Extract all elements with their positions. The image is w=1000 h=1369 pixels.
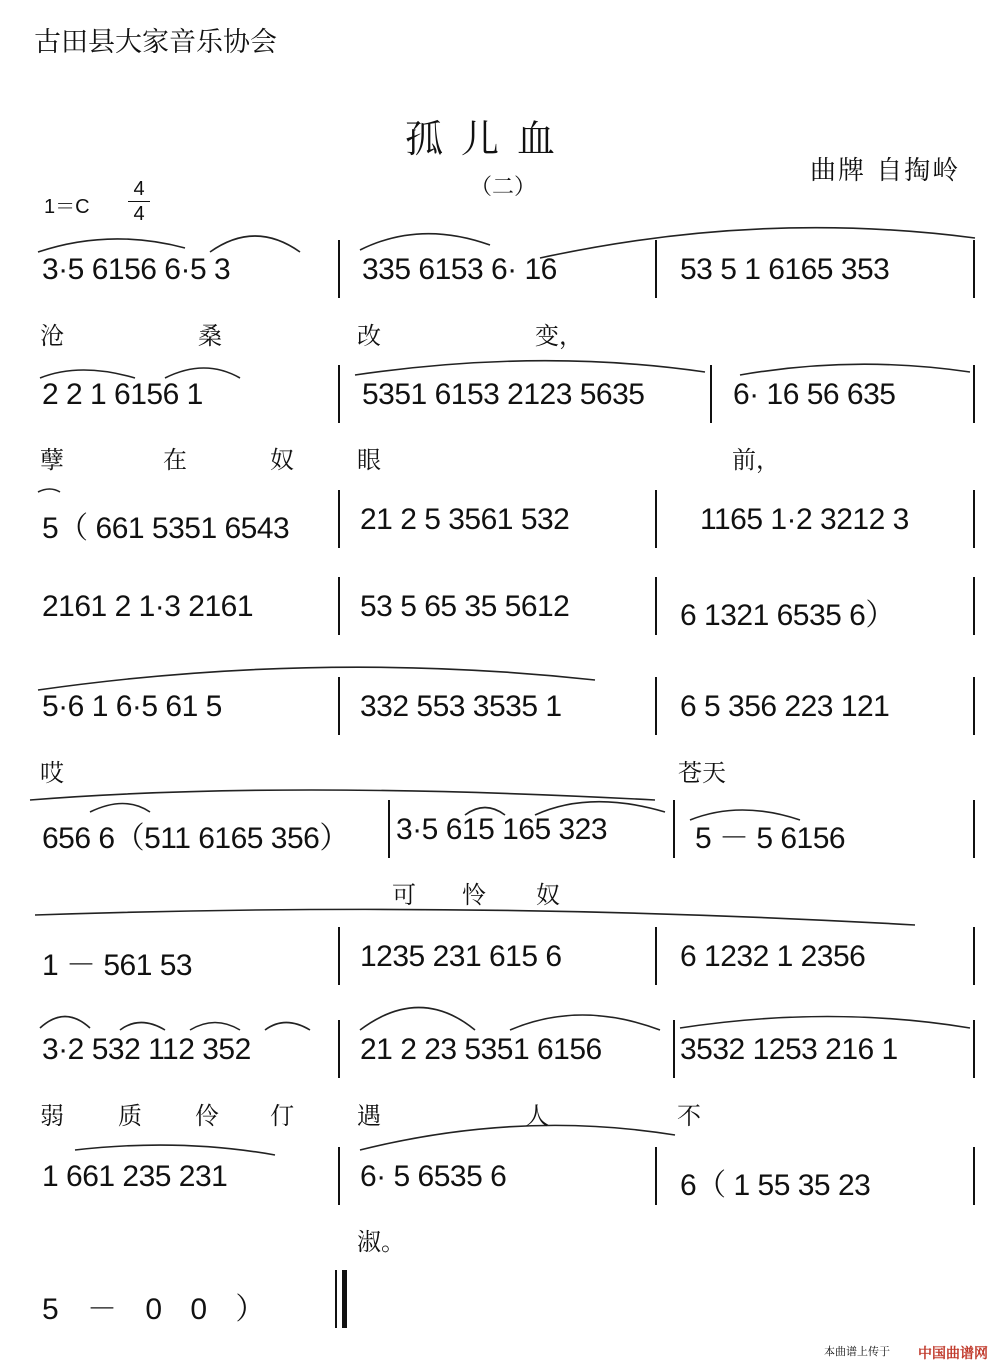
organization-name: 古田县大家音乐协会 xyxy=(34,27,277,58)
lyric: 不 xyxy=(677,1102,701,1130)
measure: 53 5 1 6165 353 xyxy=(680,253,890,286)
measure: 3·5 6156 6·5 3 xyxy=(42,253,231,286)
barline xyxy=(973,677,975,735)
barline xyxy=(338,240,340,298)
time-signature-top: 4 xyxy=(133,178,145,200)
key-signature: 1＝C xyxy=(44,196,90,218)
upload-note: 本曲谱上传于 xyxy=(824,1345,890,1358)
lyric: 苍天 xyxy=(678,759,726,787)
measure: 332 553 3535 1 xyxy=(360,690,562,723)
measure: 5（ 661 5351 6543 xyxy=(42,512,290,545)
lyric: 质 xyxy=(118,1102,142,1130)
measure: 6 1232 1 2356 xyxy=(680,940,866,973)
slur xyxy=(38,667,595,690)
barline xyxy=(338,577,340,635)
barline xyxy=(673,1020,675,1078)
song-title: 孤儿血 xyxy=(405,117,574,161)
measure: 53 5 65 35 5612 xyxy=(360,590,570,623)
slur xyxy=(265,1023,310,1031)
measure: 5 － 0 0 ） xyxy=(42,1293,276,1326)
slur xyxy=(120,1023,165,1031)
measure: 1235 231 615 6 xyxy=(360,940,562,973)
slur xyxy=(510,1015,660,1030)
barline xyxy=(338,927,340,985)
lyric: 可 xyxy=(392,881,416,909)
lyric: 前， xyxy=(732,446,780,474)
lyric: 遇 xyxy=(357,1102,381,1130)
measure: 1 － 561 53 xyxy=(42,949,193,982)
measure: 3·5 615 165 323 xyxy=(396,813,608,846)
measure: 5351 6153 2123 5635 xyxy=(362,378,645,411)
lyric: 哎 xyxy=(40,759,64,787)
barline xyxy=(338,365,340,423)
lyric: 奴 xyxy=(536,881,560,909)
time-signature xyxy=(128,178,150,225)
lyric: 仃 xyxy=(270,1102,294,1130)
slur xyxy=(355,361,705,375)
final-barline-thin xyxy=(335,1270,337,1328)
measure: 3·2 532 112 352 xyxy=(42,1033,251,1066)
lyric: 怜 xyxy=(462,881,486,909)
barline xyxy=(388,800,390,858)
barline xyxy=(338,677,340,735)
slur xyxy=(360,1125,675,1150)
slur xyxy=(190,1023,240,1031)
lyric: 变， xyxy=(535,322,583,350)
slur xyxy=(38,239,185,252)
slur xyxy=(40,1017,90,1029)
lyric: 沧 xyxy=(40,322,64,350)
barline xyxy=(655,677,657,735)
measure: 6 1321 6535 6） xyxy=(680,599,895,632)
measure: 335 6153 6· 16 xyxy=(362,253,557,286)
time-signature-line xyxy=(128,201,150,202)
tune-info: 曲牌 自掏岭 xyxy=(810,156,961,186)
slur xyxy=(30,790,655,800)
slur xyxy=(35,909,915,925)
measure: 21 2 5 3561 532 xyxy=(360,503,570,536)
lyric: 在 xyxy=(163,446,187,474)
barline xyxy=(338,490,340,548)
measure: 6 5 356 223 121 xyxy=(680,690,890,723)
barline xyxy=(973,1020,975,1078)
final-barline-thick xyxy=(342,1270,347,1328)
slur xyxy=(740,364,970,375)
song-subtitle: （二） xyxy=(470,175,537,200)
lyric: 改 xyxy=(357,322,381,350)
barline xyxy=(973,490,975,548)
barline xyxy=(338,1147,340,1205)
measure: 21 2 23 5351 6156 xyxy=(360,1033,602,1066)
barline xyxy=(673,800,675,858)
barline xyxy=(655,577,657,635)
barline xyxy=(710,365,712,423)
lyric: 奴 xyxy=(270,446,294,474)
lyric: 弱 xyxy=(40,1102,64,1130)
slur xyxy=(360,1008,475,1031)
slur xyxy=(75,1145,275,1155)
slur xyxy=(165,368,240,378)
slur xyxy=(38,489,60,492)
lyric: 孽 xyxy=(40,446,64,474)
measure: 3532 1253 216 1 xyxy=(680,1033,898,1066)
slur xyxy=(40,370,135,378)
lyric: 淑。 xyxy=(357,1228,405,1256)
measure: 6（ 1 55 35 23 xyxy=(680,1169,871,1202)
measure: 656 6（511 6165 356） xyxy=(42,822,349,855)
lyric: 眼 xyxy=(357,446,381,474)
barline xyxy=(655,240,657,298)
lyric: 人 xyxy=(525,1102,549,1130)
slur xyxy=(90,804,150,813)
slur xyxy=(360,234,490,250)
barline xyxy=(973,240,975,298)
lyric: 桑 xyxy=(198,322,222,350)
barline xyxy=(973,1147,975,1205)
barline xyxy=(973,365,975,423)
time-signature-bottom: 4 xyxy=(133,203,145,225)
barline xyxy=(973,577,975,635)
measure: 5·6 1 6·5 61 5 xyxy=(42,690,222,723)
barline xyxy=(655,927,657,985)
barline xyxy=(655,1147,657,1205)
measure: 6· 16 56 635 xyxy=(733,378,896,411)
barline xyxy=(338,1020,340,1078)
barline xyxy=(973,927,975,985)
measure: 2161 2 1·3 2161 xyxy=(42,590,254,623)
barline xyxy=(655,490,657,548)
measure: 5 － 5 6156 xyxy=(695,822,846,855)
lyric: 伶 xyxy=(195,1102,219,1130)
measure: 1 661 235 231 xyxy=(42,1160,228,1193)
site-logo[interactable]: 中国曲谱网 xyxy=(918,1346,988,1362)
slur xyxy=(210,236,300,252)
slur xyxy=(680,1017,970,1029)
measure: 1165 1·2 3212 3 xyxy=(700,503,909,536)
barline xyxy=(973,800,975,858)
measure: 2 2 1 6156 1 xyxy=(42,378,203,411)
measure: 6· 5 6535 6 xyxy=(360,1160,507,1193)
